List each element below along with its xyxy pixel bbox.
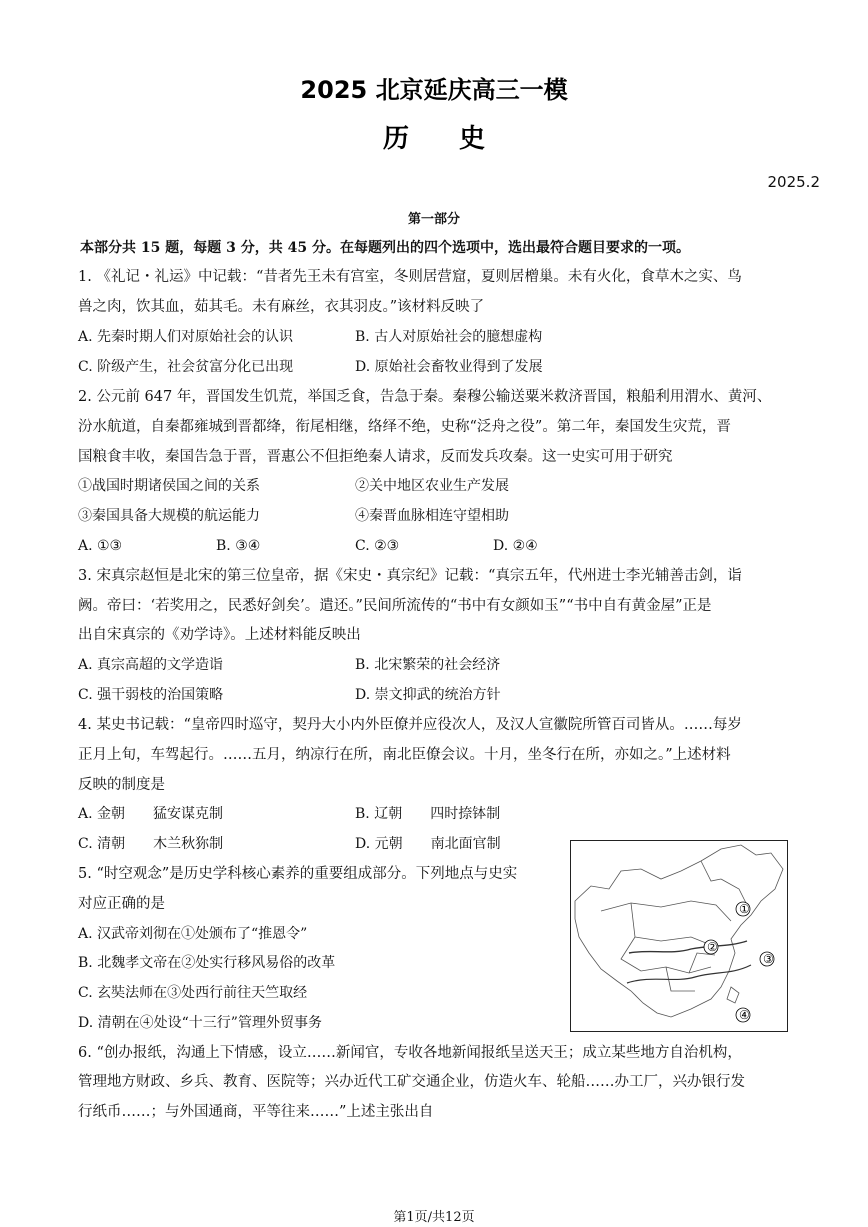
q2-stem-line: 国粮食丰收，秦国告急于晋，晋惠公不但拒绝秦人请求，反而发兵攻秦。这一史实可用于研究 xyxy=(78,449,673,465)
q3-option-d: D. 崇文抑武的统治方针 xyxy=(355,687,501,703)
map-label-4: ④ xyxy=(739,1008,750,1022)
q3-option-b: B. 北宋繁荣的社会经济 xyxy=(355,657,501,673)
q2-item-1: ①战国时期诸侯国之间的关系 xyxy=(78,478,260,494)
q4-stem-line: 正月上旬，车驾起行。……五月，纳凉行在所，南北臣僚会议。十月，坐冬行在所，亦如之。”上述材料 xyxy=(78,747,731,763)
map-label-2: ② xyxy=(707,940,718,954)
q5-stem-line: 对应正确的是 xyxy=(78,896,165,912)
china-map xyxy=(570,840,788,1032)
q3-option-c: C. 强干弱枝的治国策略 xyxy=(78,687,224,703)
q3-option-a: A. 真宗高超的文学造诣 xyxy=(78,657,224,673)
exam-title: 2025 北京延庆高三一模 xyxy=(300,76,568,104)
q1-option-d: D. 原始社会畜牧业得到了发展 xyxy=(355,359,543,375)
q2-stem-line: 2. 公元前 647 年，晋国发生饥荒，举国乏食，告急于秦。秦穆公输送粟米救济晋国，粮船利用渭水、黄河、 xyxy=(78,389,772,405)
q1-stem-line: 兽之肉，饮其血，茹其毛。未有麻丝，衣其羽皮。”该材料反映了 xyxy=(78,299,485,315)
part-title: 第一部分 xyxy=(407,212,460,227)
q2-item-3: ③秦国具备大规模的航运能力 xyxy=(78,508,260,524)
q4-stem-line: 反映的制度是 xyxy=(78,777,165,793)
q5-option-d: D. 清朝在④处设“十三行”管理外贸事务 xyxy=(78,1015,322,1031)
q2-option-a: A. ①③ xyxy=(78,538,123,554)
q2-option-c: C. ②③ xyxy=(355,538,400,554)
map-label-1: ① xyxy=(739,902,750,916)
q6-stem-line: 6. “创办报纸，沟通上下情感，设立……新闻官，专收各地新闻报纸呈送天王；成立某些地方自治机构， xyxy=(78,1045,742,1061)
china-map-drawing xyxy=(571,841,787,1031)
q5-option-b: B. 北魏孝文帝在②处实行移风易俗的改革 xyxy=(78,955,336,971)
subject-title: 历史 xyxy=(382,124,535,154)
q1-option-c: C. 阶级产生，社会贫富分化已出现 xyxy=(78,359,294,375)
q6-stem-line: 管理地方财政、乡兵、教育、医院等；兴办近代工矿交通企业，仿造火车、轮船……办工厂，兴办银行发 xyxy=(78,1074,745,1090)
map-label-3: ③ xyxy=(763,952,774,966)
q2-stem-line: 汾水航道，自秦都雍城到晋都绛，衔尾相继，络绎不绝，史称“泛舟之役”。第二年，秦国发生灾荒，晋 xyxy=(78,419,731,435)
q2-item-4: ④秦晋血脉相连守望相助 xyxy=(355,508,509,524)
exam-date: 2025.2 xyxy=(767,173,820,191)
q3-stem-line: 出自宋真宗的《劝学诗》。上述材料能反映出 xyxy=(78,627,361,643)
q5-stem-line: 5. “时空观念”是历史学科核心素养的重要组成部分。下列地点与史实 xyxy=(78,866,518,882)
q3-stem-line: 阙。帝曰：‘若奖用之，民悉好剑矣’。遣还。”民间所流传的“书中有女颜如玉”“书中自有黄金屋”正是 xyxy=(78,598,712,614)
instructions: 本部分共 15 题，每题 3 分，共 45 分。在每题列出的四个选项中，选出最符合题目要求的一项。 xyxy=(80,240,690,256)
q5-option-c: C. 玄奘法师在③处西行前往天竺取经 xyxy=(78,985,308,1001)
q1-option-b: B. 古人对原始社会的臆想虚构 xyxy=(355,329,543,345)
q3-stem-line: 3. 宋真宗赵恒是北宋的第三位皇帝，据《宋史・真宗纪》记载：“真宗五年，代州进士李光辅善击剑，诣 xyxy=(78,568,742,584)
q2-item-2: ②关中地区农业生产发展 xyxy=(355,478,509,494)
q5-option-a: A. 汉武帝刘彻在①处颁布了“推恩令” xyxy=(78,926,308,942)
q2-option-b: B. ③④ xyxy=(216,538,261,554)
q6-stem-line: 行纸币……；与外国通商，平等往来……”上述主张出自 xyxy=(78,1104,434,1120)
q4-stem-line: 4. 某史书记载：“皇帝四时巡守，契丹大小内外臣僚并应役次人，及汉人宣徽院所管百司皆从。……每岁 xyxy=(78,717,742,733)
q4-option-b: B. 辽朝 四时捺钵制 xyxy=(355,806,501,822)
q1-option-a: A. 先秦时期人们对原始社会的认识 xyxy=(78,329,294,345)
q4-option-d: D. 元朝 南北面官制 xyxy=(355,836,501,852)
q1-stem-line: 1. 《礼记・礼运》中记载：“昔者先王未有宫室，冬则居营窟，夏则居橧巢。未有火化，食草木之实、鸟 xyxy=(78,269,742,285)
page-footer: 第1页/共12页 xyxy=(393,1210,475,1225)
q4-option-a: A. 金朝 猛安谋克制 xyxy=(78,806,224,822)
q2-option-d: D. ②④ xyxy=(493,538,538,554)
q4-option-c: C. 清朝 木兰秋狝制 xyxy=(78,836,224,852)
